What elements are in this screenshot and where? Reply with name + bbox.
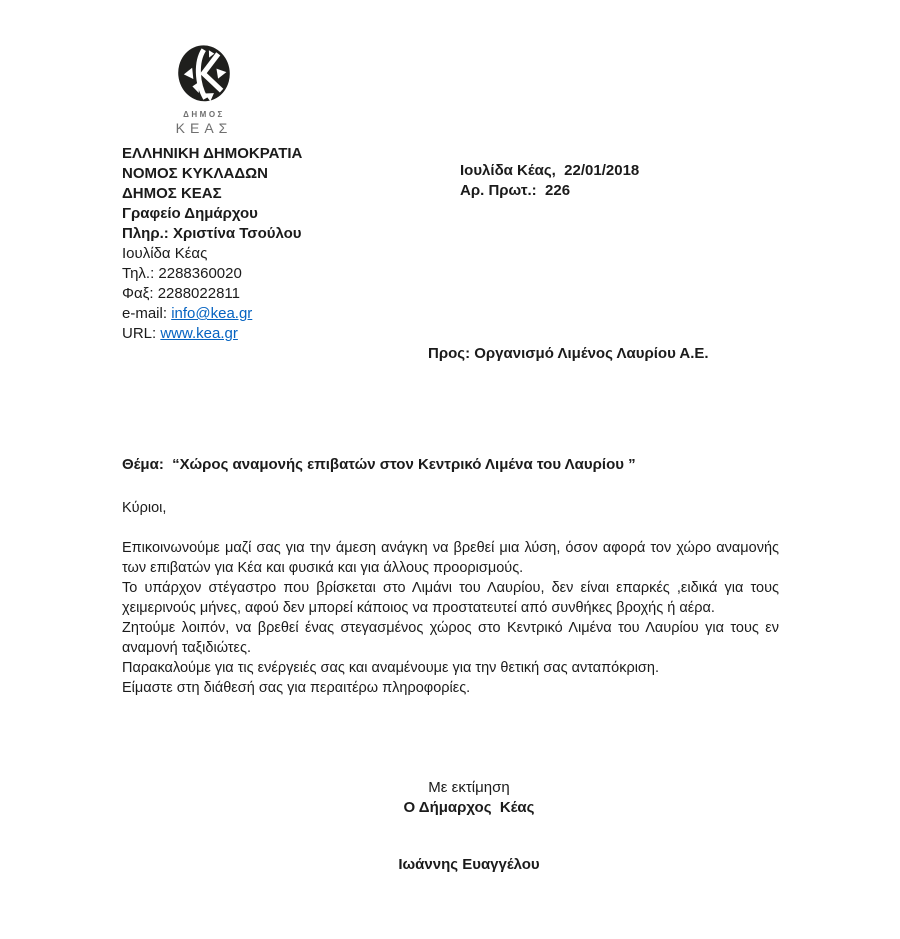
body-paragraph: Παρακαλούμε για τις ενέργειές σας και αναμένουμε για την θετική σας ανταπόκριση. — [122, 660, 659, 676]
url-line — [122, 324, 302, 344]
contact-person-line: Πληρ.: Χριστίνα Τσούλου — [122, 225, 302, 242]
closing-regards: Με εκτίμηση — [428, 779, 510, 796]
phone-line: Τηλ.: 2288360020 — [122, 265, 242, 282]
kea-emblem-icon — [176, 44, 232, 106]
body-paragraph: Το υπάρχον στέγαστρο που βρίσκεται στο Λιμάνι του Λαυρίου, δεν είναι επαρκές ,ειδικά για τους χειμερινούς μήνες, αφού δεν μπορεί κάποιος να προστατευτεί από συνθήκες βροχής ή αέρα. — [122, 580, 779, 616]
date-protocol-block — [460, 161, 639, 201]
location-line: Ιουλίδα Κέας — [122, 245, 208, 262]
email-line — [122, 304, 302, 324]
subject-line: Θέμα: “Χώρος αναμονής επιβατών στον Κεντρικό Λιμένα του Λαυρίου ” — [122, 456, 636, 473]
logo-caption-dimos: ΔΗΜΟΣ — [183, 110, 225, 119]
url-link[interactable]: www.kea.gr — [160, 325, 238, 342]
protocol-number-line: Αρ. Πρωτ.: 226 — [460, 182, 571, 199]
body-paragraph: Ζητούμε λοιπόν, να βρεθεί ένας στεγασμένος χώρος στο Κεντρικό Λιμένα του Λαυρίου για τους εν αναμονή ταξιδιώτες. — [122, 620, 779, 656]
signer-title: Ο Δήμαρχος Κέας — [403, 799, 535, 816]
letter-body — [122, 498, 779, 698]
municipality-line: ΔΗΜΟΣ ΚΕΑΣ — [122, 185, 222, 202]
municipality-logo — [158, 44, 250, 136]
prefecture-line: ΝΟΜΟΣ ΚΥΚΛΑΔΩΝ — [122, 165, 268, 182]
email-label: e-mail: — [122, 305, 172, 322]
sender-header-block — [122, 144, 302, 344]
recipient-line: Προς: Οργανισμό Λιμένος Λαυρίου Α.Ε. — [428, 345, 709, 362]
logo-caption-keas: ΚΕΑΣ — [175, 120, 233, 136]
salutation: Κύριοι, — [122, 500, 167, 516]
office-line: Γραφείο Δημάρχου — [122, 205, 258, 222]
republic-line: ΕΛΛΗΝΙΚΗ ΔΗΜΟΚΡΑΤΙΑ — [122, 145, 303, 162]
body-paragraph: Επικοινωνούμε μαζί σας για την άμεση ανάγκη να βρεθεί μια λύση, όσον αφορά τον χώρο αναμονής των επιβατών για Κέα και φυσικά και για άλλους προορισμούς. — [122, 540, 779, 576]
signer-name: Ιωάννης Ευαγγέλου — [398, 856, 540, 873]
fax-line: Φαξ: 2288022811 — [122, 285, 241, 302]
closing-block — [344, 778, 594, 875]
email-link[interactable]: info@kea.gr — [171, 305, 253, 322]
url-label: URL: — [122, 325, 161, 342]
body-paragraph: Είμαστε στη διάθεσή σας για περαιτέρω πληροφορίες. — [122, 680, 471, 696]
date-line: Ιουλίδα Κέας, 22/01/2018 — [460, 162, 640, 179]
